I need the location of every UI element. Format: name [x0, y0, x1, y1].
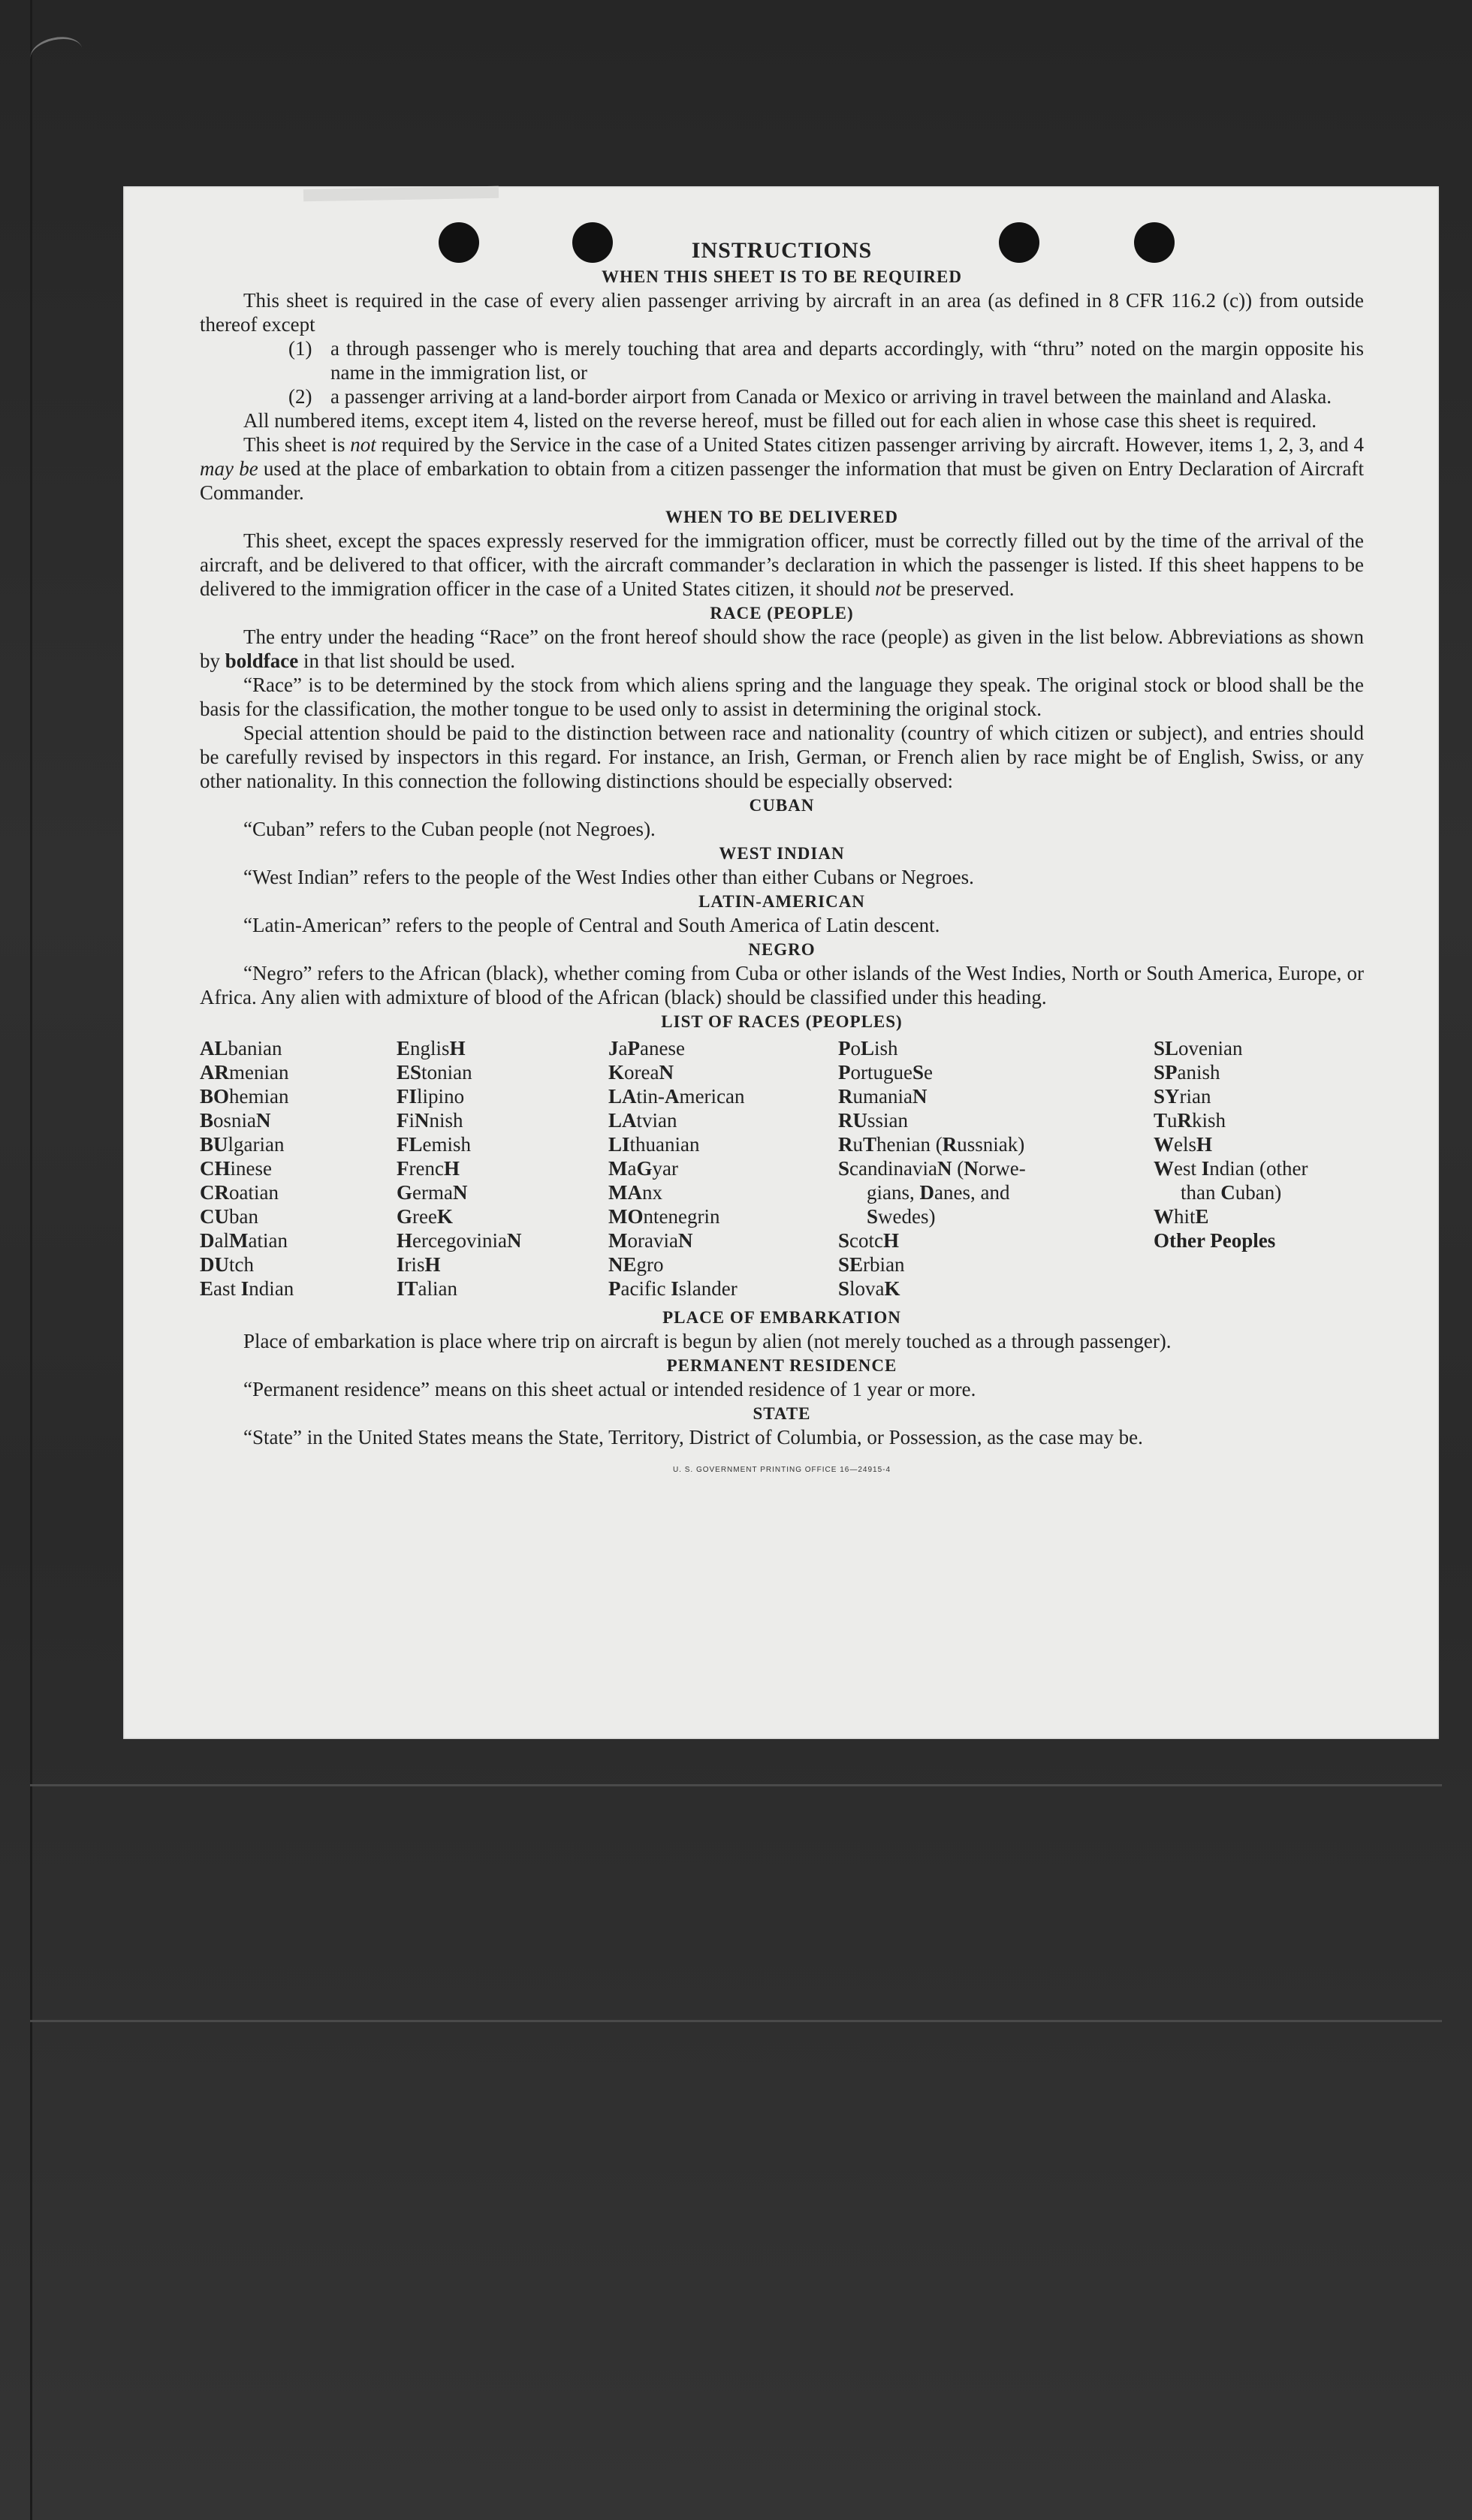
- paragraph: [200, 625, 1364, 673]
- races-column: [608, 1036, 838, 1301]
- race-entry: MOntenegrin: [608, 1205, 720, 1228]
- paragraph: Place of embarkation is place where trip on aircraft is begun by alien (not merely touched as a through passenger).: [243, 1330, 1172, 1352]
- section-heading: WEST INDIAN: [719, 844, 845, 863]
- bold-text: boldface: [225, 650, 299, 672]
- item-text: a passenger arriving at a land-border airport from Canada or Mexico or arriving in travel between the mainland and Alaska.: [330, 385, 1332, 408]
- race-entry: TuRkish: [1154, 1109, 1226, 1132]
- race-entry: FrencH: [397, 1157, 460, 1180]
- races-column: [397, 1036, 608, 1301]
- race-entry: PortugueSe: [838, 1061, 934, 1084]
- section-heading: WHEN TO BE DELIVERED: [665, 508, 898, 526]
- race-entry: Swedes): [867, 1205, 936, 1228]
- sheet-content: [200, 237, 1364, 1482]
- race-entry: KoreaN: [608, 1061, 674, 1084]
- printer-imprint: U. S. GOVERNMENT PRINTING OFFICE 16—24915-4: [672, 1466, 891, 1474]
- race-entry: MaGyar: [608, 1157, 678, 1180]
- paragraph: “Negro” refers to the African (black), whether coming from Cuba or other islands of the West Indies, North or South America, Europe, or Africa. Any alien with admixture of blood of the African (black) should be classified under this heading.: [200, 962, 1364, 1008]
- text-run: The entry under the heading “Race” on the front hereof should show the race (people) as given in the list below. Abbreviations as shown by: [200, 625, 1364, 672]
- paragraph: “Permanent residence” means on this sheet actual or intended residence of 1 year or more.: [243, 1378, 976, 1400]
- text-run: This sheet, except the spaces expressly reserved for the immigration officer, must be correctly filled out by the time of the arrival of the aircraft, and be delivered to that officer, with the aircraft commander’s declaration in which the passenger is listed. If this sheet happens to be delivered to the immigration officer in the case of a United States citizen, it should: [200, 529, 1364, 600]
- item-number: (2): [288, 385, 312, 408]
- torn-edge: [303, 186, 499, 202]
- race-entry: MoraviaN: [608, 1229, 693, 1252]
- item-text: a through passenger who is merely touching that area and departs accordingly, with “thru” noted on the margin opposite his name in the immigration list, or: [330, 337, 1364, 384]
- race-entry: SErbian: [838, 1253, 905, 1276]
- race-entry: IrisH: [397, 1253, 441, 1276]
- race-entry: LAtvian: [608, 1109, 677, 1132]
- race-entry: LIthuanian: [608, 1133, 700, 1156]
- race-entry: EStonian: [397, 1061, 472, 1084]
- races-column: [200, 1036, 397, 1301]
- races-column: [838, 1036, 1154, 1301]
- race-entry: gians, Danes, and: [867, 1181, 1010, 1204]
- text-run: be preserved.: [900, 577, 1015, 600]
- race-entry: NEgro: [608, 1253, 664, 1276]
- section-heading: LATIN-AMERICAN: [698, 892, 865, 911]
- item-number: (1): [288, 337, 312, 360]
- race-entry: HercegoviniaN: [397, 1229, 522, 1252]
- race-entry: SLovenian: [1154, 1037, 1243, 1060]
- section-heading: WHEN THIS SHEET IS TO BE REQUIRED: [602, 267, 962, 286]
- film-line: [30, 2020, 1442, 2022]
- race-entry: DalMatian: [200, 1229, 288, 1252]
- text-run: This sheet is: [243, 433, 351, 456]
- race-entry: PoLish: [838, 1037, 898, 1060]
- paragraph: [200, 529, 1364, 601]
- race-entry: GermaN: [397, 1181, 468, 1204]
- race-entry: RuThenian (Russniak): [838, 1133, 1025, 1156]
- race-entry: WelsH: [1154, 1133, 1213, 1156]
- emphasis: not: [350, 433, 376, 456]
- section-heading: CUBAN: [749, 796, 815, 815]
- film-line: [30, 1784, 1442, 1786]
- race-entry: FIlipino: [397, 1085, 465, 1108]
- emphasis: not: [875, 577, 901, 600]
- race-entry: Pacific Islander: [608, 1277, 738, 1300]
- section-heading: PLACE OF EMBARKATION: [662, 1308, 901, 1327]
- race-entry: WhitE: [1154, 1205, 1209, 1228]
- race-entry: than Cuban): [1181, 1181, 1282, 1204]
- race-entry: ScandinaviaN (Norwe-: [838, 1157, 1026, 1180]
- list-item: [288, 384, 1364, 408]
- spacer: [200, 1301, 1364, 1305]
- race-entry: EnglisH: [397, 1037, 466, 1060]
- paragraph: All numbered items, except item 4, listed on the reverse hereof, must be filled out for each alien in whose case this sheet is required.: [243, 409, 1317, 432]
- race-entry: BOhemian: [200, 1085, 289, 1108]
- race-entry: FiNnish: [397, 1109, 463, 1132]
- paragraph: “West Indian” refers to the people of the West Indies other than either Cubans or Negroes.: [243, 866, 974, 888]
- emphasis: may be: [200, 457, 258, 480]
- races-list: [200, 1036, 1364, 1301]
- race-entry: FLemish: [397, 1133, 472, 1156]
- section-heading: NEGRO: [748, 940, 816, 959]
- paragraph: “State” in the United States means the State, Territory, District of Columbia, or Possession, as the case may be.: [243, 1426, 1143, 1448]
- section-heading: PERMANENT RESIDENCE: [666, 1356, 897, 1375]
- paragraph: “Race” is to be determined by the stock from which aliens spring and the language they speak. The original stock or blood shall be the basis for the classification, the mother tongue to be used only to assist in determining the original stock.: [200, 674, 1364, 720]
- race-entry: CUban: [200, 1205, 258, 1228]
- text-run: in that list should be used.: [298, 650, 515, 672]
- race-entry: SYrian: [1154, 1085, 1211, 1108]
- race-entry: RUssian: [838, 1109, 909, 1132]
- races-column: [1154, 1036, 1364, 1301]
- instruction-sheet: [123, 186, 1439, 1739]
- paragraph: “Cuban” refers to the Cuban people (not Negroes).: [243, 818, 656, 840]
- race-entry: BosniaN: [200, 1109, 271, 1132]
- race-entry: SPanish: [1154, 1061, 1220, 1084]
- race-entry: CRoatian: [200, 1181, 279, 1204]
- paragraph: Special attention should be paid to the distinction between race and nationality (country of which citizen or subject), and entries should be carefully revised by inspectors in this regard. For instance, an Irish, German, or French alien by race might be of English, Swiss, or any other nationality. In this connection the following distinctions should be especially observed:: [200, 722, 1364, 792]
- race-entry: RumaniaN: [838, 1085, 928, 1108]
- race-entry: JaPanese: [608, 1037, 685, 1060]
- race-entry: ITalian: [397, 1277, 458, 1300]
- race-entry: LAtin-American: [608, 1085, 745, 1108]
- race-entry: BUlgarian: [200, 1133, 285, 1156]
- race-entry: East Indian: [200, 1277, 294, 1300]
- paragraph: “Latin-American” refers to the people of Central and South America of Latin descent.: [243, 914, 940, 936]
- race-entry: SlovaK: [838, 1277, 900, 1300]
- paragraph: [200, 433, 1364, 505]
- race-entry: MAnx: [608, 1181, 662, 1204]
- race-entry: ALbanian: [200, 1037, 282, 1060]
- text-run: required by the Service in the case of a United States citizen passenger arriving by aircraft. However, items 1, 2, 3, and 4: [376, 433, 1364, 456]
- race-entry: GreeK: [397, 1205, 453, 1228]
- section-heading: STATE: [753, 1404, 811, 1423]
- race-entry: ARmenian: [200, 1061, 289, 1084]
- section-heading: RACE (PEOPLE): [710, 604, 854, 622]
- race-entry: DUtch: [200, 1253, 254, 1276]
- film-edge: [30, 0, 32, 2520]
- race-entry: CHinese: [200, 1157, 273, 1180]
- race-entry: West Indian (other: [1154, 1157, 1308, 1180]
- paragraph: This sheet is required in the case of every alien passenger arriving by aircraft in an area (as defined in 8 CFR 116.2 (c)) from outside thereof except: [200, 289, 1364, 336]
- list-item: [288, 336, 1364, 384]
- text-run: used at the place of embarkation to obtain from a citizen passenger the information that must be given on Entry Declaration of Aircraft Commander.: [200, 457, 1364, 504]
- document-title: INSTRUCTIONS: [691, 238, 873, 263]
- race-entry: Other Peoples: [1154, 1229, 1276, 1252]
- section-heading: LIST OF RACES (PEOPLES): [661, 1012, 903, 1031]
- race-entry: ScotcH: [838, 1229, 900, 1252]
